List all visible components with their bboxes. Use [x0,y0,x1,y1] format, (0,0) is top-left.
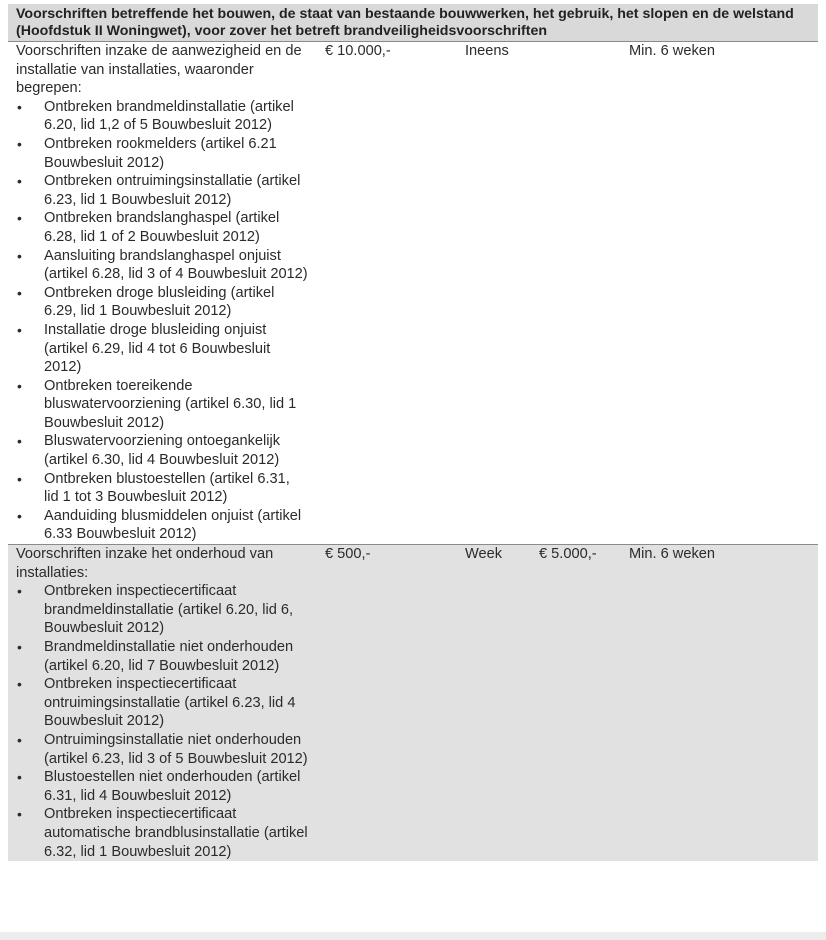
list-item: • Ontbreken blustoestellen (artikel 6.31, lid 1 tot 3 Bouwbesluit 2012) [16,470,308,507]
amount-cell: € 500,- [325,546,371,563]
table-row [8,42,818,544]
list-item: • Installatie droge blusleiding onjuist (artikel 6.29, lid 4 tot 6 Bouwbesluit 2012) [16,321,308,377]
list-item: • Ontbreken ontruimingsinstallatie (artikel 6.23, lid 1 Bouwbesluit 2012) [16,172,308,209]
section-header: Voorschriften betreffende het bouwen, de staat van bestaande bouwwerken, het gebruik, het slopen en de welstand (Hoofdstuk II Woningwet), voor zover het betreft brandveiligheidsvoorschriften [8,4,818,42]
unit-cell: Ineens [465,43,509,59]
list-item: • Aanduiding blusmiddelen onjuist (artikel 6.33 Bouwbesluit 2012) [16,507,308,544]
table-row [8,544,818,861]
term-cell: Min. 6 weken [629,546,715,563]
list-item: • Ontbreken toereikende bluswatervoorziening (artikel 6.30, lid 1 Bouwbesluit 2012) [16,377,308,433]
list-item: • Ontbreken inspectiecertificaat brandmeldinstallatie (artikel 6.20, lid 6, Bouwbesluit 2012) [16,582,308,638]
maximum-cell: € 5.000,- [539,546,597,563]
row-intro: Voorschriften inzake de aanwezigheid en de installatie van installaties, waaronder begrepen: [16,43,302,97]
list-item: • Ontbreken inspectiecertificaat automatische brandblusinstallatie (artikel 6.32, lid 1 Bouwbesluit 2012) [16,805,308,861]
penalty-table [8,4,818,861]
violation-list [16,98,308,544]
list-item: • Ontbreken rookmelders (artikel 6.21 Bouwbesluit 2012) [16,135,308,172]
list-item: • Bluswatervoorziening ontoegankelijk (artikel 6.30, lid 4 Bouwbesluit 2012) [16,432,308,469]
row-intro: Voorschriften inzake het onderhoud van installaties: [16,546,274,581]
list-item: • Ontbreken brandmeldinstallatie (artikel 6.20, lid 1,2 of 5 Bouwbesluit 2012) [16,98,308,135]
amount-cell: € 10.000,- [325,43,391,59]
description-cell [8,42,308,544]
description-cell [8,545,308,861]
list-item: • Brandmeldinstallatie niet onderhouden (artikel 6.20, lid 7 Bouwbesluit 2012) [16,638,308,675]
list-item: • Aansluiting brandslanghaspel onjuist (artikel 6.28, lid 3 of 4 Bouwbesluit 2012) [16,247,308,284]
term-cell: Min. 6 weken [629,43,715,59]
list-item: • Ontbreken droge blusleiding (artikel 6.29, lid 1 Bouwbesluit 2012) [16,284,308,321]
list-item: • Blustoestellen niet onderhouden (artikel 6.31, lid 4 Bouwbesluit 2012) [16,768,308,805]
list-item: • Ontbreken inspectiecertificaat ontruimingsinstallatie (artikel 6.23, lid 4 Bouwbesluit 2012) [16,675,308,731]
violation-list [16,582,308,861]
list-item: • Ontbreken brandslanghaspel (artikel 6.28, lid 1 of 2 Bouwbesluit 2012) [16,209,308,246]
unit-cell: Week [465,546,503,563]
list-item: • Ontruimingsinstallatie niet onderhouden (artikel 6.23, lid 3 of 5 Bouwbesluit 2012) [16,731,308,768]
page-bottom-strip [0,932,826,940]
